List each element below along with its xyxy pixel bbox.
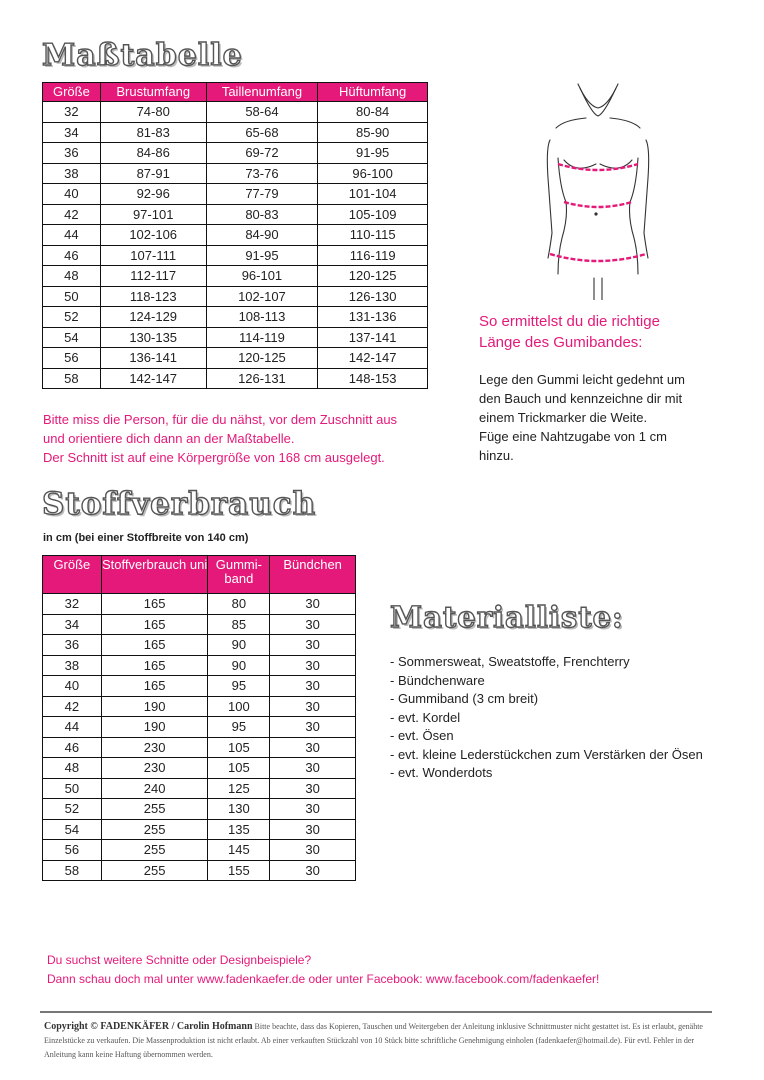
table-cell: 34 [43,614,102,635]
copyright-text: Bitte beachte, dass das Kopieren, Tauschen und Weitergeben der Anleitung inklusive Schnittmuster nicht gestattet ist. Es ist erlaubt, genähte Einzelstücke zu verkaufen. Die Massenproduktion ist nicht erlaubt. Ab einer verkauften Stückzahl von 10 Stück bitte schriftliche Genehmigung einholen (fadenkaefer@hotmail.de). Für evtl. Fehler in der Anleitung kann keine Haftung übernommen werden. [44,1022,703,1059]
table-cell: 126-131 [206,368,318,389]
table-cell: 54 [43,327,101,348]
table-cell: 90 [208,635,270,656]
column-header-hip: Hüftumfang [318,83,428,102]
table-cell: 105-109 [318,204,428,225]
table-row [43,655,356,676]
table-row [43,204,428,225]
table-cell: 52 [43,307,101,328]
column-header-cuff: Bündchen [270,556,356,594]
table-cell: 85-90 [318,122,428,143]
table-cell: 30 [270,676,356,697]
table-cell: 81-83 [100,122,206,143]
table-cell: 44 [43,717,102,738]
table-cell: 30 [270,737,356,758]
table-cell: 102-107 [206,286,318,307]
table-cell: 30 [270,655,356,676]
table-cell: 80-84 [318,102,428,123]
table-cell: 30 [270,778,356,799]
table-row [43,696,356,717]
fabric-usage-table [42,555,356,881]
table-row [43,840,356,861]
table-row [43,819,356,840]
table-row [43,758,356,779]
footer-note-line: Dann schau doch mal unter www.fadenkaefer.de oder unter Facebook: www.facebook.com/fadenkaefer! [47,972,600,986]
table-cell: 48 [43,758,102,779]
table-cell: 30 [270,860,356,881]
table-cell: 85 [208,614,270,635]
table-row [43,348,428,369]
table-cell: 165 [101,676,208,697]
elastic-text-line: hinzu. [479,448,514,463]
table-cell: 190 [101,696,208,717]
column-header-waist: Taillenumfang [206,83,318,102]
table-cell: 91-95 [318,143,428,164]
measure-note-line: Der Schnitt ist auf eine Körpergröße von 168 cm ausgelegt. [43,450,385,465]
measure-note [43,410,433,467]
table-row [43,225,428,246]
table-header-row [43,83,428,102]
table-cell: 30 [270,594,356,615]
table-row [43,717,356,738]
table-row [43,676,356,697]
table-cell: 30 [270,635,356,656]
table-cell: 108-113 [206,307,318,328]
table-row [43,307,428,328]
table-cell: 84-86 [100,143,206,164]
table-cell: 38 [43,655,102,676]
table-cell: 102-106 [100,225,206,246]
fabric-usage-subtitle: in cm (bei einer Stoffbreite von 140 cm) [43,532,249,544]
table-cell: 155 [208,860,270,881]
table-cell: 32 [43,594,102,615]
table-cell: 30 [270,717,356,738]
table-cell: 130 [208,799,270,820]
table-row [43,163,428,184]
table-cell: 96-101 [206,266,318,287]
table-row [43,594,356,615]
table-cell: 165 [101,635,208,656]
table-cell: 107-111 [100,245,206,266]
table-row [43,635,356,656]
table-cell: 65-68 [206,122,318,143]
table-cell: 142-147 [318,348,428,369]
table-cell: 52 [43,799,102,820]
table-cell: 36 [43,143,101,164]
measure-note-line: und orientiere dich dann an der Maßtabelle. [43,431,295,446]
table-cell: 110-115 [318,225,428,246]
table-row [43,286,428,307]
table-cell: 165 [101,594,208,615]
column-header-elastic: Gummi- band [208,556,270,594]
table-row [43,184,428,205]
table-cell: 46 [43,737,102,758]
elastic-title-line: So ermittelst du die richtige [479,313,660,330]
table-cell: 91-95 [206,245,318,266]
table-cell: 135 [208,819,270,840]
table-cell: 165 [101,655,208,676]
table-row [43,245,428,266]
list-item: - evt. Wonderdots [390,765,493,780]
column-header-size: Größe [43,83,101,102]
fabric-usage-heading: Stoffverbrauch [42,486,317,522]
table-cell: 46 [43,245,101,266]
table-cell: 36 [43,635,102,656]
footer-note [47,951,599,989]
copyright-notice [44,1020,716,1062]
column-header-fabric: Stoffverbrauch uni [101,556,208,594]
table-cell: 105 [208,758,270,779]
table-cell: 165 [101,614,208,635]
table-cell: 230 [101,737,208,758]
table-cell: 30 [270,840,356,861]
table-cell: 80 [208,594,270,615]
body-measurement-figure [536,78,660,300]
table-cell: 40 [43,676,102,697]
table-row [43,799,356,820]
table-cell: 92-96 [100,184,206,205]
table-cell: 97-101 [100,204,206,225]
table-cell: 95 [208,676,270,697]
table-cell: 56 [43,840,102,861]
table-cell: 255 [101,840,208,861]
table-cell: 96-100 [318,163,428,184]
table-cell: 90 [208,655,270,676]
measure-table-header [43,83,428,102]
table-cell: 87-91 [100,163,206,184]
elastic-length-title [479,311,660,353]
table-cell: 74-80 [100,102,206,123]
table-cell: 40 [43,184,101,205]
table-cell: 255 [101,860,208,881]
elastic-title-line: Länge des Gumibandes: [479,334,643,351]
material-list [390,653,703,783]
table-cell: 116-119 [318,245,428,266]
fabric-table-header [43,556,356,594]
table-cell: 124-129 [100,307,206,328]
table-cell: 145 [208,840,270,861]
table-cell: 131-136 [318,307,428,328]
elastic-length-instructions [479,370,719,465]
material-list-heading: Materialliste: [390,600,624,634]
list-item: - Bündchenware [390,672,485,688]
table-cell: 105 [208,737,270,758]
table-cell: 34 [43,122,101,143]
table-cell: 73-76 [206,163,318,184]
table-cell: 240 [101,778,208,799]
table-row [43,143,428,164]
table-cell: 120-125 [206,348,318,369]
table-cell: 54 [43,819,102,840]
table-cell: 255 [101,819,208,840]
table-cell: 190 [101,717,208,738]
table-cell: 137-141 [318,327,428,348]
table-cell: 118-123 [100,286,206,307]
table-cell: 32 [43,102,101,123]
table-cell: 30 [270,758,356,779]
table-cell: 30 [270,696,356,717]
table-row [43,614,356,635]
list-item: - evt. kleine Lederstückchen zum Verstärken der Ösen [390,746,703,762]
table-cell: 30 [270,799,356,820]
table-row [43,737,356,758]
hip-measure-line [550,254,646,261]
table-cell: 56 [43,348,101,369]
table-row [43,368,428,389]
measure-table-heading: Maßtabelle [42,38,243,73]
footer-note-line: Du suchst weitere Schnitte oder Designbeispiele? [47,953,312,967]
elastic-text-line: den Bauch und kennzeichne dir mit [479,391,683,406]
table-cell: 42 [43,696,102,717]
table-row [43,860,356,881]
table-cell: 69-72 [206,143,318,164]
table-cell: 130-135 [100,327,206,348]
column-header-size: Größe [43,556,102,594]
elastic-text-line: Füge eine Nahtzugabe von 1 cm [479,429,667,444]
table-cell: 120-125 [318,266,428,287]
table-cell: 30 [270,819,356,840]
list-item: - Gummiband (3 cm breit) [390,691,539,706]
table-row [43,102,428,123]
table-row [43,778,356,799]
table-cell: 255 [101,799,208,820]
table-cell: 58-64 [206,102,318,123]
table-cell: 30 [270,614,356,635]
measure-table-body [43,102,428,389]
table-cell: 101-104 [318,184,428,205]
table-header-row [43,556,356,594]
elastic-text-line: einem Trickmarker die Weite. [479,410,648,425]
table-row [43,122,428,143]
table-cell: 42 [43,204,101,225]
table-row [43,327,428,348]
table-cell: 77-79 [206,184,318,205]
table-cell: 100 [208,696,270,717]
list-item: - evt. Kordel [390,709,461,725]
table-cell: 50 [43,286,101,307]
table-cell: 112-117 [100,266,206,287]
table-cell: 142-147 [100,368,206,389]
column-header-chest: Brustumfang [100,83,206,102]
table-cell: 58 [43,368,101,389]
table-cell: 38 [43,163,101,184]
table-cell: 50 [43,778,102,799]
table-cell: 48 [43,266,101,287]
measure-note-line: Bitte miss die Person, für die du nähst, vor dem Zuschnitt aus [43,412,398,427]
list-item: - Sommersweat, Sweatstoffe, Frenchterry [390,654,630,669]
fabric-table-body [43,594,356,881]
navel-dot [594,212,597,215]
table-cell: 125 [208,778,270,799]
list-item: - evt. Ösen [390,728,454,743]
table-cell: 58 [43,860,102,881]
elastic-text-line: Lege den Gummi leicht gedehnt um [479,372,685,387]
table-cell: 230 [101,758,208,779]
table-cell: 44 [43,225,101,246]
measure-table [42,82,428,389]
table-cell: 126-130 [318,286,428,307]
waist-measure-line [564,202,632,207]
copyright-title: Copyright © FADENKÄFER / Carolin Hofmann [44,1021,253,1032]
table-row [43,266,428,287]
table-cell: 95 [208,717,270,738]
footer-divider [40,1011,712,1013]
table-cell: 84-90 [206,225,318,246]
table-cell: 148-153 [318,368,428,389]
table-cell: 136-141 [100,348,206,369]
table-cell: 80-83 [206,204,318,225]
table-cell: 114-119 [206,327,318,348]
